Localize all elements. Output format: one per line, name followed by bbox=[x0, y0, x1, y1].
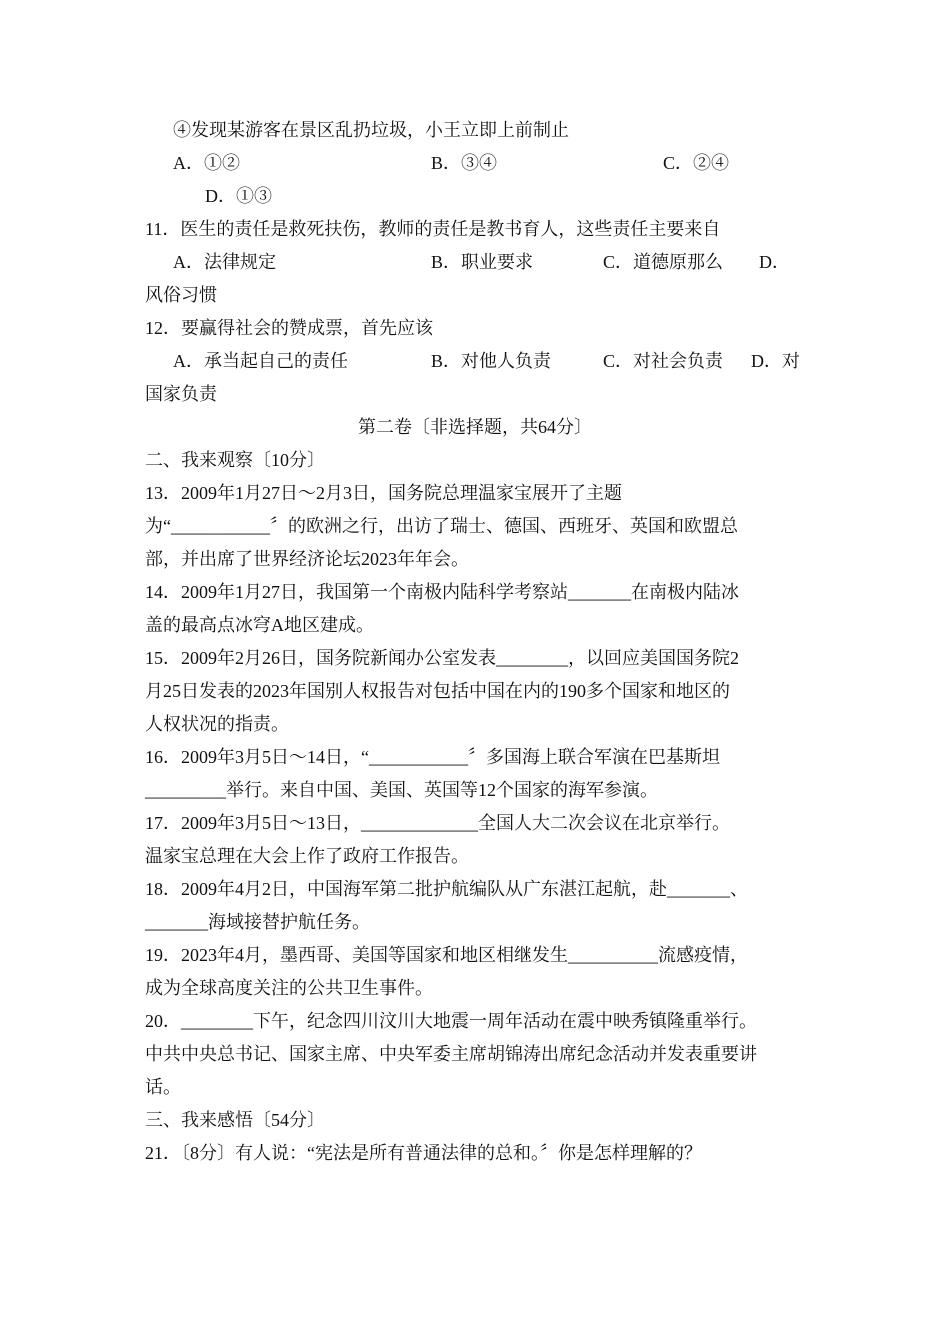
q11-options-row bbox=[145, 246, 805, 279]
q15-line-1: 15．2009年2月26日，国务院新闻办公室发表________，以回应美国国务院2 bbox=[145, 648, 739, 668]
q13-line-2: 为“___________〞的欧洲之行，出访了瑞士、德国、西班牙、英国和欧盟总 bbox=[145, 516, 738, 536]
q20-line-2: 中共中央总书记、国家主席、中央军委主席胡锦涛出席纪念活动并发表重要讲 bbox=[145, 1044, 757, 1064]
section2-title: 二、我来观察〔10分〕 bbox=[145, 450, 325, 470]
q11-option-d-wrap: 风俗习惯 bbox=[145, 285, 217, 305]
q18-line-1: 18．2009年4月2日，中国海军第二批护航编队从广东湛江起航，赴_______、 bbox=[145, 879, 748, 899]
q10-option-c: C．②④ bbox=[663, 153, 730, 173]
part2-title: 第二卷〔非选择题，共64分〕 bbox=[358, 417, 592, 437]
q18-line-2: _______海域接替护航任务。 bbox=[145, 912, 370, 932]
q10-option-a: A．①② bbox=[173, 153, 240, 173]
q16-line-2: _________举行。来自中国、美国、英国等12个国家的海军参演。 bbox=[145, 780, 658, 800]
q15-line-2: 月25日发表的2023年国别人权报告对包括中国在内的190多个国家和地区的 bbox=[145, 681, 730, 701]
q11-stem: 11．医生的责任是救死扶伤，教师的责任是教书育人，这些责任主要来自 bbox=[145, 219, 721, 239]
q19-line-1: 19．2023年4月，墨西哥、美国等国家和地区相继发生__________流感疫情， bbox=[145, 945, 748, 965]
q20-line-1: 20．________下午，纪念四川汶川大地震一周年活动在震中映秀镇隆重举行。 bbox=[145, 1011, 757, 1031]
exam-page bbox=[145, 114, 805, 1170]
q12-option-d: D．对 bbox=[751, 351, 800, 371]
q21-stem: 21．〔8分〕有人说：“宪法是所有普通法律的总和。〞你是怎样理解的？ bbox=[145, 1143, 702, 1163]
q11-option-b: B．职业要求 bbox=[431, 252, 534, 272]
section3-title: 三、我来感悟〔54分〕 bbox=[145, 1110, 325, 1130]
q11-option-c: C．道德原那么 bbox=[603, 252, 724, 272]
q11-option-d: D． bbox=[759, 252, 790, 272]
q13-line-3: 部，并出席了世界经济论坛2023年年会。 bbox=[145, 549, 469, 569]
q12-option-d-wrap: 国家负责 bbox=[145, 384, 217, 404]
q12-option-c: C．对社会负责 bbox=[603, 351, 724, 371]
q12-stem: 12．要赢得社会的赞成票，首先应该 bbox=[145, 318, 433, 338]
q15-line-3: 人权状况的指责。 bbox=[145, 714, 289, 734]
q16-line-1: 16．2009年3月5日～14日，“___________〞多国海上联合军演在巴基斯坦 bbox=[145, 747, 720, 767]
q20-line-3: 话。 bbox=[145, 1077, 181, 1097]
q12-options-row bbox=[145, 345, 805, 378]
q13-line-1: 13．2009年1月27日～2月3日，国务院总理温家宝展开了主题 bbox=[145, 483, 622, 503]
q10-option-d: D．①③ bbox=[205, 186, 272, 206]
q14-line-1: 14．2009年1月27日，我国第一个南极内陆科学考察站_______在南极内陆冰 bbox=[145, 582, 739, 602]
q19-line-2: 成为全球高度关注的公共卫生事件。 bbox=[145, 978, 433, 998]
q17-line-1: 17．2009年3月5日～13日，_____________全国人大二次会议在北京举行。 bbox=[145, 813, 730, 833]
q12-option-a: A．承当起自己的责任 bbox=[173, 351, 348, 371]
q14-line-2: 盖的最高点冰穹A地区建成。 bbox=[145, 615, 374, 635]
q12-option-b: B．对他人负责 bbox=[431, 351, 552, 371]
q10-item4: ④发现某游客在景区乱扔垃圾，小王立即上前制止 bbox=[173, 120, 569, 140]
q11-option-a: A．法律规定 bbox=[173, 252, 276, 272]
q10-option-b: B．③④ bbox=[431, 153, 498, 173]
q10-options-row bbox=[145, 147, 805, 180]
q17-line-2: 温家宝总理在大会上作了政府工作报告。 bbox=[145, 846, 469, 866]
